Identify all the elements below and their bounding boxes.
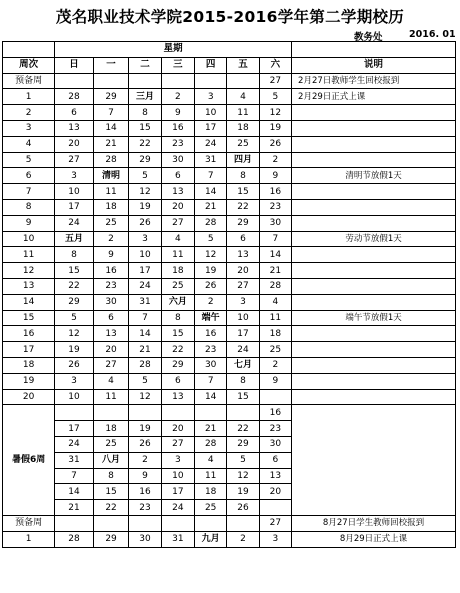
day-cell: 22 xyxy=(55,278,94,294)
week-number: 7 xyxy=(3,184,55,200)
day-cell: 7 xyxy=(195,373,227,389)
day-cell: 29 xyxy=(227,436,259,452)
day-cell: 14 xyxy=(195,184,227,200)
day-cell: 9 xyxy=(93,247,128,263)
day-cell: 27 xyxy=(259,515,291,531)
day-cell: 22 xyxy=(129,136,161,152)
week-number: 16 xyxy=(3,326,55,342)
day-cell xyxy=(195,515,227,531)
day-cell xyxy=(93,515,128,531)
day-cell: 18 xyxy=(93,421,128,437)
day-cell: 4 xyxy=(161,231,194,247)
day-cell: 12 xyxy=(227,468,259,484)
day-cell: 26 xyxy=(55,357,94,373)
day-cell: 2 xyxy=(161,89,194,105)
day-cell: 13 xyxy=(227,247,259,263)
week-row xyxy=(3,120,456,136)
day-cell xyxy=(93,73,128,89)
day-cell: 17 xyxy=(129,263,161,279)
day-cell: 24 xyxy=(55,215,94,231)
day-cell: 14 xyxy=(195,389,227,405)
week-row xyxy=(3,278,456,294)
day-cell xyxy=(195,73,227,89)
day-cell: 28 xyxy=(93,152,128,168)
day-cell: 4 xyxy=(227,89,259,105)
day-cell: 5 xyxy=(55,310,94,326)
week-row xyxy=(3,263,456,279)
week-row xyxy=(3,152,456,168)
day-cell xyxy=(129,73,161,89)
week-number: 6 xyxy=(3,168,55,184)
week-number: 18 xyxy=(3,357,55,373)
note-cell xyxy=(292,215,456,231)
day-cell: 17 xyxy=(55,421,94,437)
week-number: 11 xyxy=(3,247,55,263)
day-cell: 24 xyxy=(195,136,227,152)
day-cell: 11 xyxy=(161,247,194,263)
day-cell: 4 xyxy=(93,373,128,389)
day-cell: 15 xyxy=(93,484,128,500)
day-cell: 6 xyxy=(227,231,259,247)
day-cell: 18 xyxy=(161,263,194,279)
summer-row xyxy=(3,405,456,421)
day-cell: 12 xyxy=(129,184,161,200)
day-cell: 9 xyxy=(129,468,161,484)
day-header-wed: 三 xyxy=(161,57,194,73)
week-row xyxy=(3,215,456,231)
day-cell: 23 xyxy=(161,136,194,152)
day-cell: 17 xyxy=(55,199,94,215)
day-cell: 4 xyxy=(195,452,227,468)
note-cell: 2月29日正式上课 xyxy=(292,89,456,105)
note-cell xyxy=(292,120,456,136)
day-cell xyxy=(259,389,291,405)
day-cell xyxy=(161,405,194,421)
day-cell: 23 xyxy=(259,421,291,437)
day-cell: 21 xyxy=(93,136,128,152)
day-cell xyxy=(161,515,194,531)
day-cell: 29 xyxy=(161,357,194,373)
day-cell: 20 xyxy=(55,136,94,152)
day-cell xyxy=(259,500,291,516)
day-cell: 5 xyxy=(129,373,161,389)
week-number: 8 xyxy=(3,199,55,215)
day-cell: 26 xyxy=(195,278,227,294)
day-cell: 11 xyxy=(93,389,128,405)
day-cell: 14 xyxy=(259,247,291,263)
week-number: 3 xyxy=(3,120,55,136)
day-cell: 18 xyxy=(93,199,128,215)
day-cell: 22 xyxy=(93,500,128,516)
day-cell: 8 xyxy=(129,105,161,121)
day-cell: 6 xyxy=(161,373,194,389)
day-header-tue: 二 xyxy=(129,57,161,73)
week-row xyxy=(3,357,456,373)
day-cell: 18 xyxy=(259,326,291,342)
week-number: 9 xyxy=(3,215,55,231)
day-cell: 23 xyxy=(195,342,227,358)
week-header: 周次 xyxy=(3,57,55,73)
note-cell xyxy=(292,152,456,168)
day-cell: 20 xyxy=(161,199,194,215)
day-cell: 31 xyxy=(55,452,94,468)
note-cell xyxy=(292,342,456,358)
note-cell: 端午节放假1天 xyxy=(292,310,456,326)
note-cell xyxy=(292,199,456,215)
calendar-table xyxy=(2,41,456,548)
day-cell: 30 xyxy=(161,152,194,168)
day-cell: 14 xyxy=(55,484,94,500)
week-row xyxy=(3,247,456,263)
day-cell: 16 xyxy=(259,405,291,421)
day-cell xyxy=(227,515,259,531)
day-cell: 7 xyxy=(259,231,291,247)
note-cell: 劳动节放假1天 xyxy=(292,231,456,247)
day-cell xyxy=(227,405,259,421)
day-cell: 24 xyxy=(227,342,259,358)
week-number: 20 xyxy=(3,389,55,405)
day-cell: 21 xyxy=(195,199,227,215)
day-cell: 27 xyxy=(259,73,291,89)
day-cell: 20 xyxy=(93,342,128,358)
note-cell xyxy=(292,105,456,121)
day-header-sun: 日 xyxy=(55,57,94,73)
day-cell: 27 xyxy=(93,357,128,373)
day-cell: 15 xyxy=(55,263,94,279)
day-cell: 20 xyxy=(161,421,194,437)
week-row xyxy=(3,326,456,342)
week-number: 1 xyxy=(3,531,55,547)
note-cell: 8月29日正式上课 xyxy=(292,531,456,547)
day-cell: 端午 xyxy=(195,310,227,326)
day-cell: 25 xyxy=(227,136,259,152)
day-cell: 7 xyxy=(195,168,227,184)
day-cell: 21 xyxy=(129,342,161,358)
day-cell: 16 xyxy=(129,484,161,500)
day-cell: 七月 xyxy=(227,357,259,373)
day-cell: 25 xyxy=(93,215,128,231)
day-cell: 7 xyxy=(55,468,94,484)
day-cell: 10 xyxy=(161,468,194,484)
day-cell: 5 xyxy=(195,231,227,247)
office-label: 教务处 xyxy=(354,32,383,43)
day-cell: 26 xyxy=(129,215,161,231)
summer-note xyxy=(292,405,456,516)
day-cell: 10 xyxy=(195,105,227,121)
day-cell: 19 xyxy=(227,484,259,500)
day-cell: 6 xyxy=(55,105,94,121)
day-cell: 17 xyxy=(227,326,259,342)
summer-week-label: 暑假6周 xyxy=(3,405,55,516)
note-cell xyxy=(292,184,456,200)
day-cell: 2 xyxy=(259,357,291,373)
day-header-fri: 五 xyxy=(227,57,259,73)
day-cell: 9 xyxy=(161,105,194,121)
note-cell xyxy=(292,247,456,263)
day-cell: 16 xyxy=(259,184,291,200)
day-cell xyxy=(227,73,259,89)
week-row xyxy=(3,531,456,547)
day-cell: 6 xyxy=(161,168,194,184)
header-row-1 xyxy=(3,42,456,58)
week-row xyxy=(3,168,456,184)
week-number: 10 xyxy=(3,231,55,247)
day-cell: 28 xyxy=(195,436,227,452)
header-row-2 xyxy=(3,57,456,73)
week-number: 预备周 xyxy=(3,73,55,89)
day-cell: 13 xyxy=(161,184,194,200)
day-cell xyxy=(55,73,94,89)
day-cell: 3 xyxy=(55,168,94,184)
day-cell: 23 xyxy=(259,199,291,215)
day-cell: 10 xyxy=(129,247,161,263)
page-title: 茂名职业技术学院2015-2016学年第二学期校历 xyxy=(55,8,405,26)
week-number: 12 xyxy=(3,263,55,279)
day-cell: 3 xyxy=(161,452,194,468)
day-cell xyxy=(55,515,94,531)
day-cell: 9 xyxy=(259,373,291,389)
day-cell xyxy=(161,73,194,89)
week-row xyxy=(3,89,456,105)
day-cell: 4 xyxy=(259,294,291,310)
day-header-mon: 一 xyxy=(93,57,128,73)
week-number: 14 xyxy=(3,294,55,310)
day-cell: 27 xyxy=(161,436,194,452)
day-cell: 27 xyxy=(161,215,194,231)
day-cell: 8 xyxy=(55,247,94,263)
day-cell: 19 xyxy=(129,421,161,437)
note-cell xyxy=(292,357,456,373)
day-cell xyxy=(93,405,128,421)
day-cell: 14 xyxy=(93,120,128,136)
day-cell: 24 xyxy=(161,500,194,516)
week-number: 4 xyxy=(3,136,55,152)
day-cell: 10 xyxy=(55,184,94,200)
day-header-thu: 四 xyxy=(195,57,227,73)
week-number: 19 xyxy=(3,373,55,389)
day-cell: 15 xyxy=(129,120,161,136)
day-cell: 21 xyxy=(55,500,94,516)
day-cell: 25 xyxy=(161,278,194,294)
day-cell: 8 xyxy=(227,373,259,389)
day-cell: 24 xyxy=(129,278,161,294)
day-cell: 六月 xyxy=(161,294,194,310)
week-row xyxy=(3,389,456,405)
note-cell: 8月27日学生教师回校报到 xyxy=(292,515,456,531)
xingqi-header: 星期 xyxy=(55,42,292,58)
day-cell: 28 xyxy=(195,215,227,231)
note-cell: 2月27日教师学生回校报到 xyxy=(292,73,456,89)
day-cell: 3 xyxy=(55,373,94,389)
day-cell: 八月 xyxy=(93,452,128,468)
day-cell: 四月 xyxy=(227,152,259,168)
day-cell: 5 xyxy=(259,89,291,105)
day-cell: 2 xyxy=(195,294,227,310)
day-cell: 12 xyxy=(55,326,94,342)
day-cell: 14 xyxy=(129,326,161,342)
week-row xyxy=(3,310,456,326)
day-cell: 13 xyxy=(161,389,194,405)
day-cell: 13 xyxy=(259,468,291,484)
week-number: 15 xyxy=(3,310,55,326)
day-cell: 20 xyxy=(227,263,259,279)
day-cell: 5 xyxy=(227,452,259,468)
day-cell: 16 xyxy=(195,326,227,342)
day-cell: 19 xyxy=(129,199,161,215)
day-cell: 五月 xyxy=(55,231,94,247)
week-row xyxy=(3,105,456,121)
note-header: 说明 xyxy=(292,57,456,73)
week-row xyxy=(3,231,456,247)
day-cell: 11 xyxy=(195,468,227,484)
day-cell: 19 xyxy=(55,342,94,358)
day-cell: 九月 xyxy=(195,531,227,547)
day-cell: 30 xyxy=(129,531,161,547)
day-cell xyxy=(55,405,94,421)
day-cell: 25 xyxy=(259,342,291,358)
day-cell: 15 xyxy=(227,389,259,405)
day-cell: 26 xyxy=(259,136,291,152)
day-cell: 20 xyxy=(259,484,291,500)
week-row xyxy=(3,136,456,152)
day-cell: 21 xyxy=(259,263,291,279)
day-cell xyxy=(129,515,161,531)
week-number: 5 xyxy=(3,152,55,168)
day-cell: 30 xyxy=(93,294,128,310)
day-cell: 清明 xyxy=(93,168,128,184)
day-cell: 29 xyxy=(129,152,161,168)
day-cell: 26 xyxy=(227,500,259,516)
note-cell xyxy=(292,389,456,405)
note-cell xyxy=(292,326,456,342)
day-cell: 31 xyxy=(195,152,227,168)
day-cell: 31 xyxy=(161,531,194,547)
day-cell: 16 xyxy=(93,263,128,279)
day-cell: 26 xyxy=(129,436,161,452)
week-row xyxy=(3,373,456,389)
note-cell xyxy=(292,278,456,294)
week-row xyxy=(3,199,456,215)
day-cell: 8 xyxy=(161,310,194,326)
day-cell: 7 xyxy=(129,310,161,326)
day-cell: 7 xyxy=(93,105,128,121)
day-cell: 8 xyxy=(227,168,259,184)
day-cell: 2 xyxy=(227,531,259,547)
day-header-sat: 六 xyxy=(259,57,291,73)
day-cell: 30 xyxy=(195,357,227,373)
day-cell: 11 xyxy=(259,310,291,326)
day-cell: 3 xyxy=(259,531,291,547)
week-number: 2 xyxy=(3,105,55,121)
day-cell xyxy=(129,405,161,421)
note-cell xyxy=(292,263,456,279)
day-cell: 24 xyxy=(55,436,94,452)
day-cell: 2 xyxy=(93,231,128,247)
week-number: 1 xyxy=(3,89,55,105)
day-cell: 29 xyxy=(227,215,259,231)
day-cell: 13 xyxy=(93,326,128,342)
day-cell: 5 xyxy=(129,168,161,184)
day-cell: 23 xyxy=(129,500,161,516)
day-cell: 30 xyxy=(259,215,291,231)
day-cell: 18 xyxy=(195,484,227,500)
day-cell: 29 xyxy=(55,294,94,310)
day-cell: 29 xyxy=(93,531,128,547)
day-cell: 28 xyxy=(259,278,291,294)
note-cell: 清明节放假1天 xyxy=(292,168,456,184)
day-cell: 23 xyxy=(93,278,128,294)
day-cell: 18 xyxy=(227,120,259,136)
day-cell: 2 xyxy=(129,452,161,468)
day-cell: 12 xyxy=(259,105,291,121)
week-row xyxy=(3,342,456,358)
note-cell xyxy=(292,136,456,152)
day-cell: 2 xyxy=(259,152,291,168)
day-cell: 15 xyxy=(227,184,259,200)
day-cell: 10 xyxy=(55,389,94,405)
day-cell: 27 xyxy=(55,152,94,168)
day-cell: 3 xyxy=(129,231,161,247)
day-cell: 28 xyxy=(55,531,94,547)
day-cell: 31 xyxy=(129,294,161,310)
day-cell: 12 xyxy=(129,389,161,405)
day-cell: 6 xyxy=(93,310,128,326)
week-row xyxy=(3,515,456,531)
week-number: 13 xyxy=(3,278,55,294)
day-cell: 16 xyxy=(161,120,194,136)
date-label: 2016. 01 xyxy=(409,29,456,40)
day-cell: 11 xyxy=(227,105,259,121)
day-cell: 三月 xyxy=(129,89,161,105)
day-cell: 19 xyxy=(259,120,291,136)
day-cell: 19 xyxy=(195,263,227,279)
day-cell: 17 xyxy=(161,484,194,500)
day-cell: 30 xyxy=(259,436,291,452)
day-cell: 13 xyxy=(55,120,94,136)
day-cell: 21 xyxy=(195,421,227,437)
week-row xyxy=(3,73,456,89)
day-cell: 3 xyxy=(227,294,259,310)
day-cell: 28 xyxy=(55,89,94,105)
day-cell: 22 xyxy=(227,199,259,215)
week-number: 预备周 xyxy=(3,515,55,531)
day-cell: 17 xyxy=(195,120,227,136)
week-row xyxy=(3,184,456,200)
day-cell: 27 xyxy=(227,278,259,294)
day-cell: 22 xyxy=(227,421,259,437)
day-cell: 10 xyxy=(227,310,259,326)
day-cell: 15 xyxy=(161,326,194,342)
day-cell: 11 xyxy=(93,184,128,200)
day-cell: 25 xyxy=(93,436,128,452)
day-cell: 6 xyxy=(259,452,291,468)
day-cell: 12 xyxy=(195,247,227,263)
day-cell: 3 xyxy=(195,89,227,105)
day-cell: 28 xyxy=(129,357,161,373)
note-cell xyxy=(292,373,456,389)
day-cell: 9 xyxy=(259,168,291,184)
day-cell: 8 xyxy=(93,468,128,484)
day-cell: 22 xyxy=(161,342,194,358)
note-cell xyxy=(292,294,456,310)
week-number: 17 xyxy=(3,342,55,358)
day-cell: 29 xyxy=(93,89,128,105)
day-cell xyxy=(195,405,227,421)
week-row xyxy=(3,294,456,310)
day-cell: 25 xyxy=(195,500,227,516)
